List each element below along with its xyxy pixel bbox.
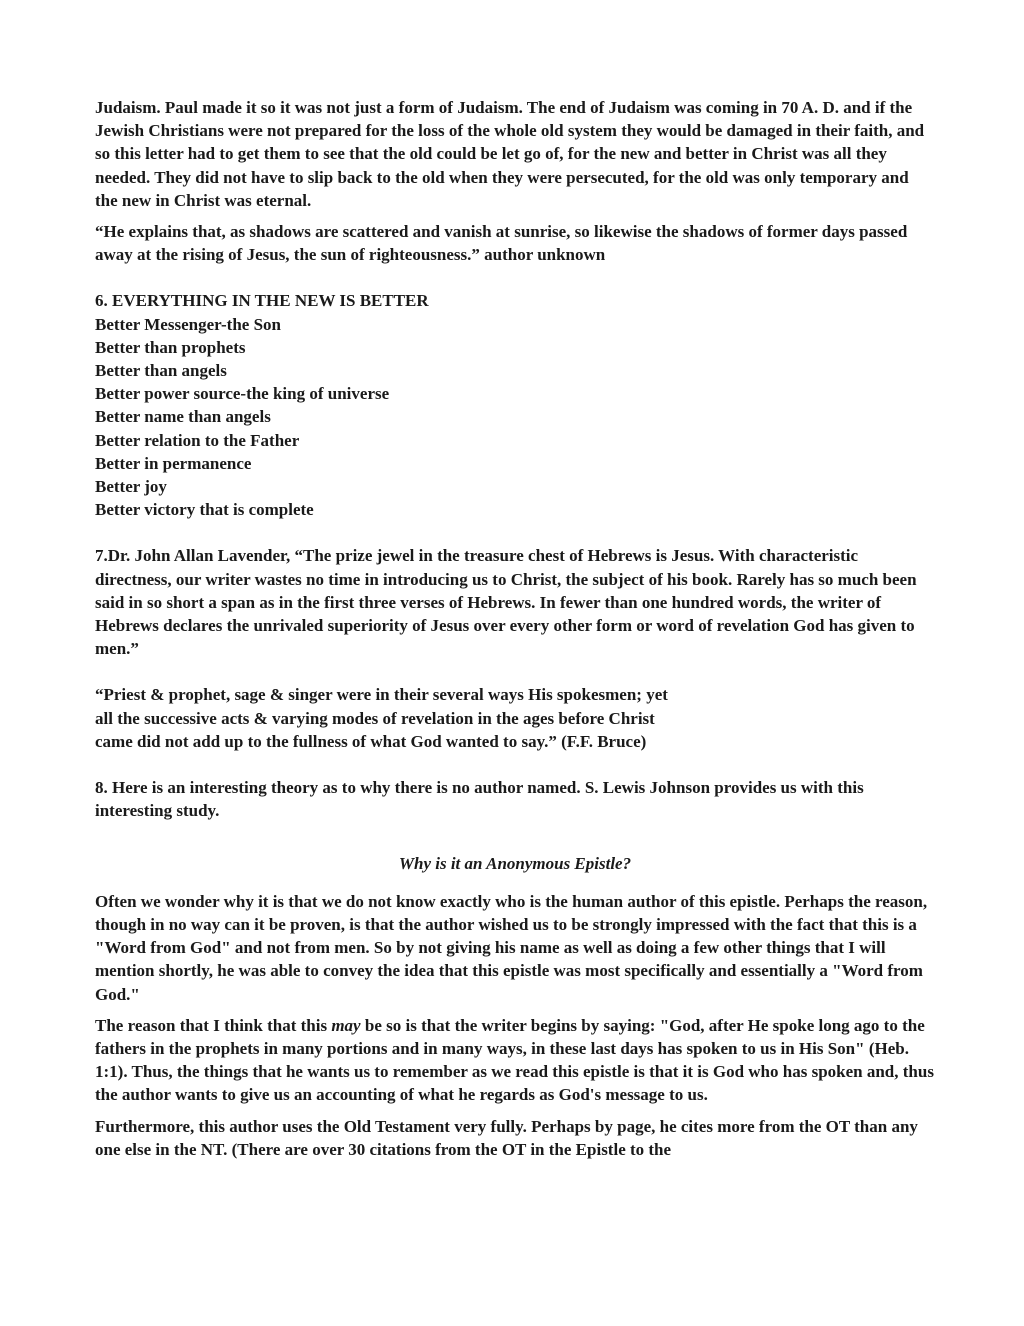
quote-line: came did not add up to the fullness of what God wanted to say.” (F.F. Bruce): [95, 731, 647, 751]
list-item: Better name than angels: [95, 407, 271, 427]
reason-text-end: be so is that the writer begins by saying: "God, after He spoke long ago to the fathers in the prophets in many portions and in many ways, in these last days has spoken to us in His Son" (Heb. 1:1). Thus, the things that he wants us to remember as we read this epistle is that it is God who has spoken and, thus the author wants to give us an accounting of what he regards as God's message to us.: [95, 1015, 934, 1105]
quote-line: “Priest & prophet, sage & singer were in their several ways His spokesmen; yet: [95, 685, 668, 705]
list-item: Better victory that is complete: [95, 500, 314, 520]
list-item: Better power source-the king of universe: [95, 384, 390, 404]
list-item: Better than angels: [95, 361, 227, 381]
paragraph-word-from-god: Often we wonder why it is that we do not know exactly who is the human author of this epistle. Perhaps the reason, though in no way can it be proven, is that the author wished us to be strongly impressed with the fact that this is a "Word from God" and not from men. So by not giving his name as well as doing a few other things that I will mention shortly, he was able to convey the idea that this epistle was most specifically and essentially a "Word from God.": [95, 891, 928, 1004]
quote-line: all the successive acts & varying modes of revelation in the ages before Christ: [95, 708, 655, 728]
list-item: Better than prophets: [95, 337, 246, 357]
paragraph-reason: [95, 1014, 935, 1107]
paragraph-shadows-quote: “He explains that, as shadows are scattered and vanish at sunrise, so likewise the shadows of former days passed away at the rising of Jesus, the sun of righteousness.” author unknown: [95, 222, 908, 265]
emphasis-may: may: [331, 1015, 361, 1035]
paragraph-lavender: 7.Dr. John Allan Lavender, “The prize jewel in the treasure chest of Hebrews is Jesus. With characteristic directness, our writer wastes no time in introducing us to Christ, the subject of his book. Rarely has so much been said in so short a span as in the first three verses of Hebrews. In fewer than one hundred words, the writer of Hebrews declares the unrivaled superiority of Jesus over every other form or word of revelation God has given to men.”: [95, 546, 917, 659]
document-page: [95, 96, 935, 1161]
bruce-quote: [95, 683, 935, 753]
section-heading: Why is it an Anonymous Epistle?: [398, 854, 632, 874]
paragraph-author-theory: 8. Here is an interesting theory as to why there is no author named. S. Lewis Johnson provides us with this interesting study.: [95, 778, 864, 821]
section-6-title: 6. EVERYTHING IN THE NEW IS BETTER: [95, 291, 429, 311]
list-item: Better in permanence: [95, 453, 252, 473]
reason-text-start: The reason that I think that this: [95, 1015, 332, 1035]
paragraph-old-testament: Furthermore, this author uses the Old Testament very fully. Perhaps by page, he cites more from the OT than any one else in the NT. (There are over 30 citations from the OT in the Epistle to the: [95, 1116, 918, 1159]
list-item: Better Messenger-the Son: [95, 314, 282, 334]
list-item: Better relation to the Father: [95, 430, 300, 450]
paragraph-judaism: Judaism. Paul made it so it was not just a form of Judaism. The end of Judaism was coming in 70 A. D. and if the Jewish Christians were not prepared for the loss of the whole old system they would be damaged in their faith, and so this letter had to get them to see that the old could be let go of, for the new and better in Christ was all they needed. They did not have to slip back to the old when they were persecuted, for the old was only temporary and the new in Christ was eternal.: [95, 98, 925, 210]
better-list: [95, 313, 935, 522]
list-item: Better joy: [95, 477, 167, 497]
